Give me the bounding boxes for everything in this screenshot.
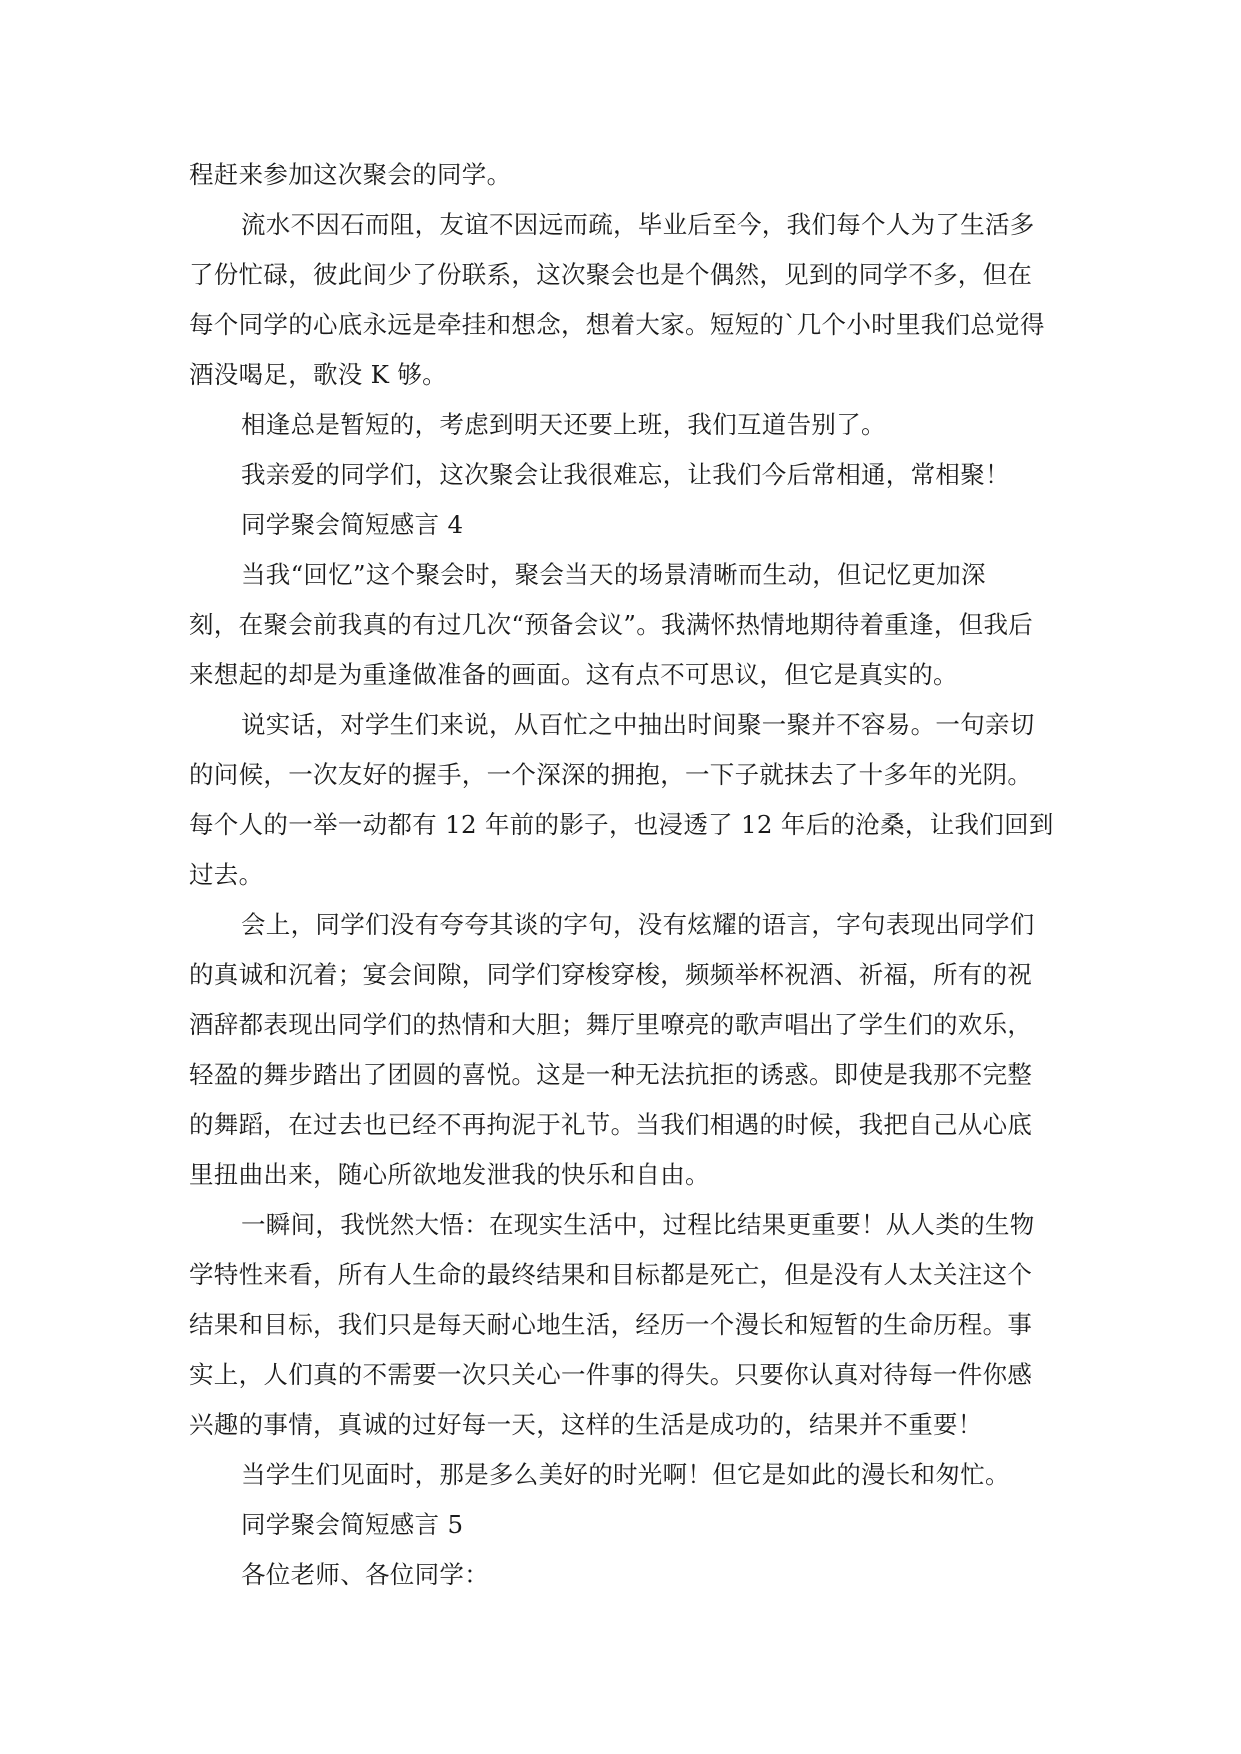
text-line: 会上，同学们没有夸夸其谈的字句，没有炫耀的语言，字句表现出同学们 [241,910,1035,939]
text-line: 的舞蹈，在过去也已经不再拘泥于礼节。当我们相遇的时候，我把自己从心底 [189,1110,1033,1139]
text-line: 实上，人们真的不需要一次只关心一件事的得失。只要你认真对待每一件你感 [189,1360,1033,1389]
salutation-line: 各位老师、各位同学： [241,1560,489,1589]
text-line: 里扭曲出来，随心所欲地发泄我的快乐和自由。 [189,1160,710,1189]
text-line: 过去。 [189,860,264,889]
text-line: 说实话，对学生们来说，从百忙之中抽出时间聚一聚并不容易。一句亲切 [241,710,1035,739]
text-line: 兴趣的事情，真诚的过好每一天，这样的生活是成功的，结果并不重要！ [189,1410,983,1439]
text-line: 相逢总是暂短的，考虑到明天还要上班，我们互道告别了。 [241,410,886,439]
text-line: 学特性来看，所有人生命的最终结果和目标都是死亡，但是没有人太关注这个 [189,1260,1033,1289]
text-line: 了份忙碌，彼此间少了份联系，这次聚会也是个偶然，见到的同学不多，但在 [189,260,1033,289]
text-line: 每个人的一举一动都有 12 年前的影子，也浸透了 12 年后的沧桑，让我们回到 [189,810,1054,839]
text-line: 轻盈的舞步踏出了团圆的喜悦。这是一种无法抗拒的诱惑。即使是我那不完整 [189,1060,1033,1089]
text-line: 刻，在聚会前我真的有过几次“预备会议”。我满怀热情地期待着重逢，但我后 [189,610,1034,639]
text-line: 来想起的却是为重逢做准备的画面。这有点不可思议，但它是真实的。 [189,660,958,689]
text-line: 的问候，一次友好的握手，一个深深的拥抱，一下子就抹去了十多年的光阴。 [189,760,1033,789]
text-line: 一瞬间，我恍然大悟：在现实生活中，过程比结果更重要！从人类的生物 [241,1210,1035,1239]
text-line: 酒辞都表现出同学们的热情和大胆；舞厅里嘹亮的歌声唱出了学生们的欢乐， [189,1010,1033,1039]
section-heading: 同学聚会简短感言 5 [241,1510,464,1539]
text-line: 的真诚和沉着；宴会间隙，同学们穿梭穿梭，频频举杯祝酒、祈福，所有的祝 [189,960,1033,989]
text-line: 结果和目标，我们只是每天耐心地生活，经历一个漫长和短暂的生命历程。事 [189,1310,1033,1339]
text-line: 程赶来参加这次聚会的同学。 [189,160,512,189]
text-line: 我亲爱的同学们，这次聚会让我很难忘，让我们今后常相通，常相聚！ [241,460,1010,489]
text-line: 酒没喝足，歌没 K 够。 [189,360,447,389]
section-heading: 同学聚会简短感言 4 [241,510,464,539]
text-line: 流水不因石而阻，友谊不因远而疏，毕业后至今，我们每个人为了生活多 [241,210,1035,239]
document-page [189,150,1055,1600]
text-line: 当学生们见面时，那是多么美好的时光啊！但它是如此的漫长和匆忙。 [241,1460,1010,1489]
text-line: 每个同学的心底永远是牵挂和想念，想着大家。短短的`几个小时里我们总觉得 [189,310,1045,339]
text-line: 当我“回忆”这个聚会时，聚会当天的场景清晰而生动，但记忆更加深 [241,560,986,589]
